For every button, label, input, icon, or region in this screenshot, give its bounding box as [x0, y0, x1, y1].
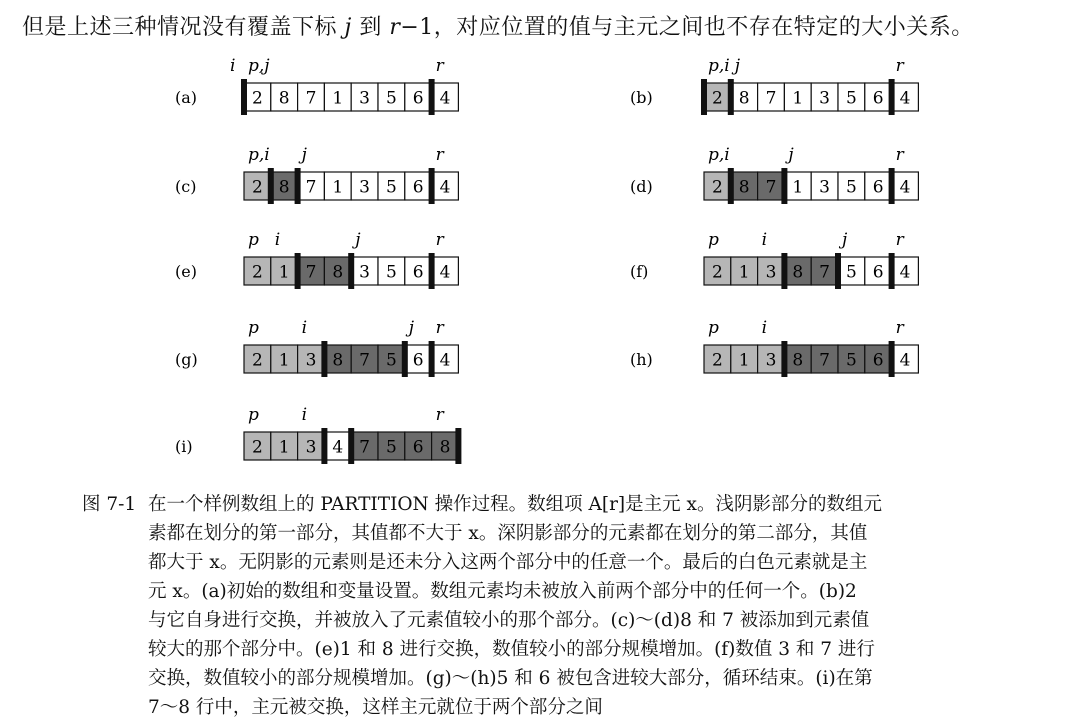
caption-line: 元 x。(a)初始的数组和变量设置。数组元素均未被放入前两个部分中的任何一个。(b)2: [148, 581, 857, 602]
cell-value: 4: [899, 262, 911, 283]
panel-b: [630, 56, 918, 115]
cell-value: 6: [872, 350, 884, 371]
index-marker: i: [230, 56, 236, 76]
boundary-bar: [241, 79, 247, 115]
cell-value: 5: [845, 262, 857, 283]
cell-value: 7: [765, 177, 777, 198]
intro-var-r: r: [389, 15, 401, 40]
panel-d: [630, 145, 918, 204]
index-marker: r: [895, 318, 904, 338]
cell-value: 6: [872, 262, 884, 283]
boundary-bar: [889, 341, 895, 377]
index-marker: r: [435, 318, 444, 338]
index-marker: j: [734, 56, 741, 76]
index-marker: p: [708, 318, 719, 338]
cell-value: 4: [899, 88, 911, 109]
cell-value: 3: [765, 262, 777, 283]
cell-value: 4: [439, 88, 451, 109]
index-marker: r: [435, 56, 444, 76]
cell-value: 8: [792, 262, 804, 283]
cell-value: 1: [738, 262, 750, 283]
cell-value: 7: [359, 350, 371, 371]
cell-value: 8: [792, 350, 804, 371]
cell-value: 8: [332, 350, 344, 371]
boundary-bar: [728, 168, 734, 204]
cell-value: 8: [332, 262, 344, 283]
panel-f: [630, 230, 918, 289]
cell-value: 4: [899, 350, 911, 371]
index-marker: p,j: [248, 56, 270, 76]
index-marker: p,i: [708, 145, 730, 165]
intro-mid: 到: [351, 15, 390, 40]
boundary-bar: [295, 253, 301, 289]
cell-value: 8: [278, 88, 290, 109]
caption-line: 素都在划分的第一部分，其值都不大于 x。深阴影部分的元素都在划分的第二部分，其值: [148, 523, 868, 544]
boundary-bar: [781, 341, 787, 377]
panel-label: (d): [630, 177, 653, 196]
cell-value: 1: [278, 262, 290, 283]
cell-value: 5: [385, 350, 397, 371]
panel-h: [630, 318, 918, 377]
caption-line: 7～8 行中，主元被交换，这样主元就位于两个部分之间: [148, 697, 603, 718]
cell-value: 3: [819, 177, 831, 198]
intro-pre: 但是上述三种情况没有覆盖下标: [22, 15, 345, 40]
index-marker: i: [301, 318, 308, 338]
index-marker: i: [761, 230, 768, 250]
cell-value: 2: [251, 437, 263, 458]
boundary-bar: [835, 253, 841, 289]
boundary-bar: [268, 168, 274, 204]
cell-value: 6: [412, 88, 424, 109]
index-marker: r: [895, 56, 904, 76]
caption-line: 在一个样例数组上的 PARTITION 操作过程。数组项 A[r]是主元 x。浅阴影部分的数组元: [148, 494, 882, 515]
panel-label: (c): [175, 177, 197, 196]
panel-label: (b): [630, 88, 653, 107]
cell-value: 8: [439, 437, 451, 458]
boundary-bar: [701, 79, 707, 115]
index-marker: j: [301, 145, 307, 165]
panel-label: (e): [175, 262, 197, 281]
cell-value: 3: [819, 88, 831, 109]
index-marker: p: [708, 230, 719, 250]
cell-value: 7: [305, 177, 317, 198]
boundary-bar: [321, 428, 327, 464]
index-marker: j: [355, 230, 361, 250]
cell-value: 4: [439, 262, 451, 283]
boundary-bar: [429, 253, 435, 289]
cell-value: 1: [278, 350, 290, 371]
caption-line: 与它自身进行交换，并被放入了元素值较小的那个部分。(c)～(d)8 和 7 被添加到元素值: [148, 610, 870, 631]
cell-value: 7: [765, 88, 777, 109]
boundary-bar: [889, 168, 895, 204]
cell-value: 3: [359, 177, 371, 198]
index-marker: p,i: [248, 145, 270, 165]
panel-a: [175, 56, 458, 115]
cell-value: 5: [385, 177, 397, 198]
cell-value: 5: [845, 88, 857, 109]
index-marker: i: [274, 230, 281, 250]
cell-value: 2: [251, 88, 263, 109]
cell-value: 7: [819, 262, 831, 283]
boundary-bar: [321, 341, 327, 377]
cell-value: 8: [278, 177, 290, 198]
cell-value: 1: [792, 88, 804, 109]
cell-value: 1: [278, 437, 290, 458]
cell-value: 3: [359, 262, 371, 283]
cell-value: 1: [332, 88, 344, 109]
index-marker: i: [761, 318, 768, 338]
cell-value: 7: [819, 350, 831, 371]
cell-value: 2: [711, 350, 723, 371]
panel-label: (g): [175, 350, 198, 369]
intro-var-j: j: [344, 15, 352, 40]
cell-value: 2: [711, 177, 723, 198]
cell-value: 7: [359, 437, 371, 458]
boundary-bar: [781, 253, 787, 289]
boundary-bar: [429, 341, 435, 377]
caption-line: 较大的那个部分中。(e)1 和 8 进行交换，数值较小的部分规模增加。(f)数值 3 和 7 进行: [148, 639, 875, 660]
index-marker: p,i: [708, 56, 730, 76]
cell-value: 3: [305, 437, 317, 458]
boundary-bar: [295, 168, 301, 204]
caption-body: [148, 490, 1072, 722]
boundary-bar: [348, 253, 354, 289]
cell-value: 3: [305, 350, 317, 371]
index-marker: p: [248, 230, 259, 250]
boundary-bar: [429, 79, 435, 115]
index-marker: j: [842, 230, 848, 250]
index-marker: r: [435, 405, 444, 425]
boundary-bar: [728, 79, 734, 115]
index-marker: j: [788, 145, 794, 165]
cell-value: 5: [385, 262, 397, 283]
index-marker: r: [435, 230, 444, 250]
index-marker: p: [248, 318, 259, 338]
cell-value: 7: [305, 88, 317, 109]
boundary-bar: [429, 168, 435, 204]
cell-value: 4: [439, 177, 451, 198]
intro-post: −1，对应位置的值与主元之间也不存在特定的大小关系。: [400, 15, 974, 40]
cell-value: 3: [359, 88, 371, 109]
caption-line: 交换，数值较小的部分规模增加。(g)～(h)5 和 6 被包含进较大部分，循环结束。(i)在第: [148, 668, 873, 689]
cell-value: 4: [332, 437, 344, 458]
boundary-bar: [348, 428, 354, 464]
cell-value: 2: [251, 177, 263, 198]
index-marker: r: [895, 230, 904, 250]
boundary-bar: [889, 79, 895, 115]
index-marker: i: [301, 405, 308, 425]
panel-e: [175, 230, 458, 289]
panel-label: (h): [630, 350, 653, 369]
boundary-bar: [402, 341, 408, 377]
cell-value: 6: [412, 350, 424, 371]
index-marker: r: [895, 145, 904, 165]
panel-label: (f): [630, 262, 649, 281]
cell-value: 1: [738, 350, 750, 371]
cell-value: 6: [412, 437, 424, 458]
cell-value: 6: [412, 262, 424, 283]
panel-label: (i): [175, 437, 193, 456]
cell-value: 8: [738, 177, 750, 198]
index-marker: j: [408, 318, 415, 338]
cell-value: 5: [385, 88, 397, 109]
cell-value: 5: [845, 177, 857, 198]
index-marker: r: [435, 145, 444, 165]
cell-value: 1: [332, 177, 344, 198]
cell-value: 5: [845, 350, 857, 371]
cell-value: 4: [439, 350, 451, 371]
cell-value: 2: [251, 262, 263, 283]
cell-value: 3: [765, 350, 777, 371]
caption-line: 都大于 x。无阴影的元素则是还未分入这两个部分中的任意一个。最后的白色元素就是主: [148, 552, 868, 573]
panel-g: [175, 318, 458, 377]
boundary-bar: [781, 168, 787, 204]
cell-value: 2: [251, 350, 263, 371]
cell-value: 1: [792, 177, 804, 198]
cell-value: 6: [412, 177, 424, 198]
cell-value: 5: [385, 437, 397, 458]
cell-value: 7: [305, 262, 317, 283]
index-marker: p: [248, 405, 259, 425]
cell-value: 2: [711, 262, 723, 283]
figure-caption: [82, 490, 1072, 722]
boundary-bar: [889, 253, 895, 289]
cell-value: 6: [872, 177, 884, 198]
panel-c: [175, 145, 458, 204]
cell-value: 2: [711, 88, 723, 109]
panel-label: (a): [175, 88, 198, 107]
caption-label: 图 7-1: [82, 494, 137, 515]
cell-value: 6: [872, 88, 884, 109]
cell-value: 8: [738, 88, 750, 109]
panel-i: [175, 405, 461, 464]
boundary-bar: [455, 428, 461, 464]
cell-value: 4: [899, 177, 911, 198]
